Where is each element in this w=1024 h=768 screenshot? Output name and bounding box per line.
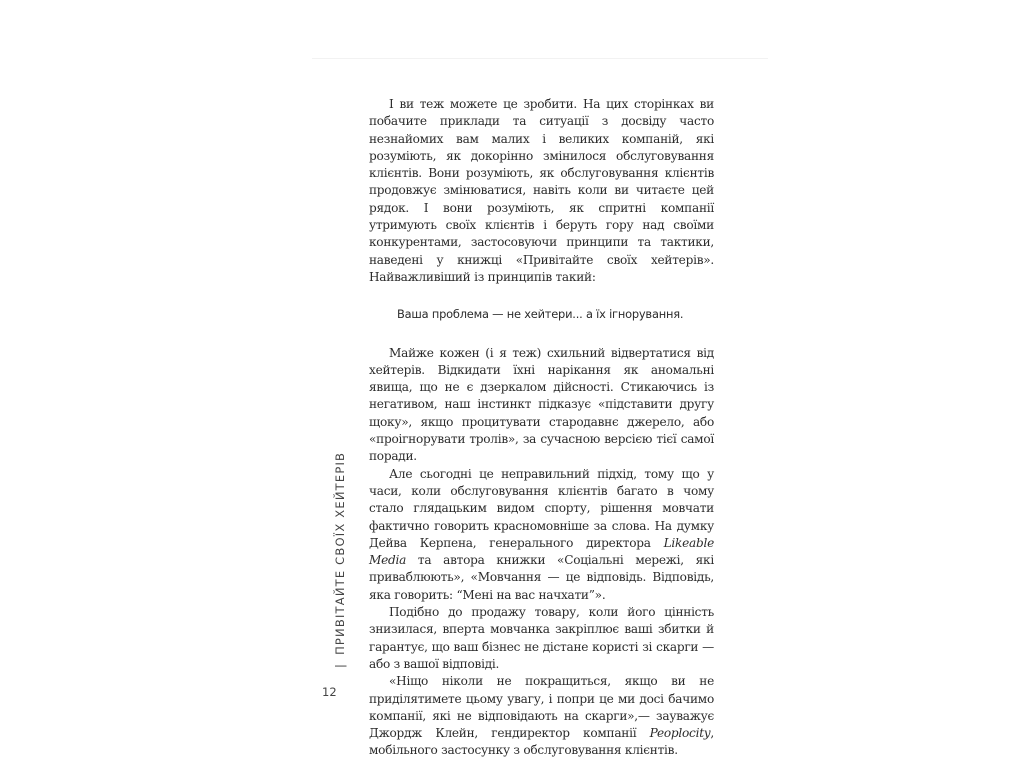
body-text	[369, 96, 714, 760]
running-head	[333, 452, 347, 668]
paragraph-klein-text-2: , мобільного застосунку з обслуговування клієнтів.	[369, 726, 714, 758]
page-number: 12	[322, 685, 337, 699]
paragraph-klein-text-1: «Ніщо ніколи не покращиться, якщо ви не приділятимете цьому увагу, і попри це ми досі бачимо компанії, які не відповідають на скарги»,— зауважує Джордж Клейн, гендиректор компанії	[369, 674, 714, 741]
page-top-rule	[312, 58, 768, 59]
paragraph-klein-quote	[369, 673, 714, 759]
paragraph-losses: Подібно до продажу товару, коли його цінність знизилася, вперта мовчанка закріплює ваші збитки й гарантує, що ваш бізнес не дістане користі зі скарги — або з вашої відповіді.	[369, 605, 714, 671]
paragraph-silence	[369, 466, 714, 604]
paragraph-intro: І ви теж можете це зробити. На цих сторінках ви побачите приклади та ситуації з досвіду часто незнайомих вам малих і великих компаній, які розуміють, як докорінно змінилося обслуговування клієнтів. Вони розуміють, як обслуговування клієнтів продовжує змінюватися, навіть коли ви читаєте цей рядок. І вони розуміють, як спритні компанії утримують своїх клієнтів і беруть гору над своїми конкурентами, застосовуючи принципи та тактики, наведені у книжці «Привітайте своїх хейтерів». Найважливіший із принципів такий:	[369, 97, 714, 284]
company-name-peoplocity: Peoplocity	[649, 726, 711, 741]
running-head-title: ПРИВІТАЙТЕ СВОЇХ ХЕЙТЕРІВ	[333, 451, 347, 655]
running-head-bar: |	[333, 662, 347, 668]
paragraph-haters: Майже кожен (і я теж) схильний відвертатися від хейтерів. Відкидати їхні нарікання як аномальні явища, що не є дзеркалом дійсності. Стикаючись із негативом, наш інстинкт підказує «підставити другу щоку», якщо процитувати стародавнє джерело, або «проігнорувати тролів», за сучасною версією тієї самої поради.	[369, 345, 714, 464]
company-name-likeable-media: Likeable Media	[369, 535, 714, 568]
key-principle-quote: Ваша проблема — не хейтери... а їх ігнорування.	[397, 307, 684, 322]
paragraph-silence-text-2: та автора книжки «Соціальні мережі, які приваблюють», «Мовчання — це відповідь. Відповідь, яка говорить: “Мені на вас начхати”».	[369, 553, 714, 602]
paragraph-silence-text-1: Але сьогодні це неправильний підхід, тому що у часи, коли обслуговування клієнтів багато в чому стало глядацьким видом спорту, рішення мовчати фактично говорить красномовніше за слова. На думку Дейва Керпена, генерального директора	[369, 466, 714, 550]
